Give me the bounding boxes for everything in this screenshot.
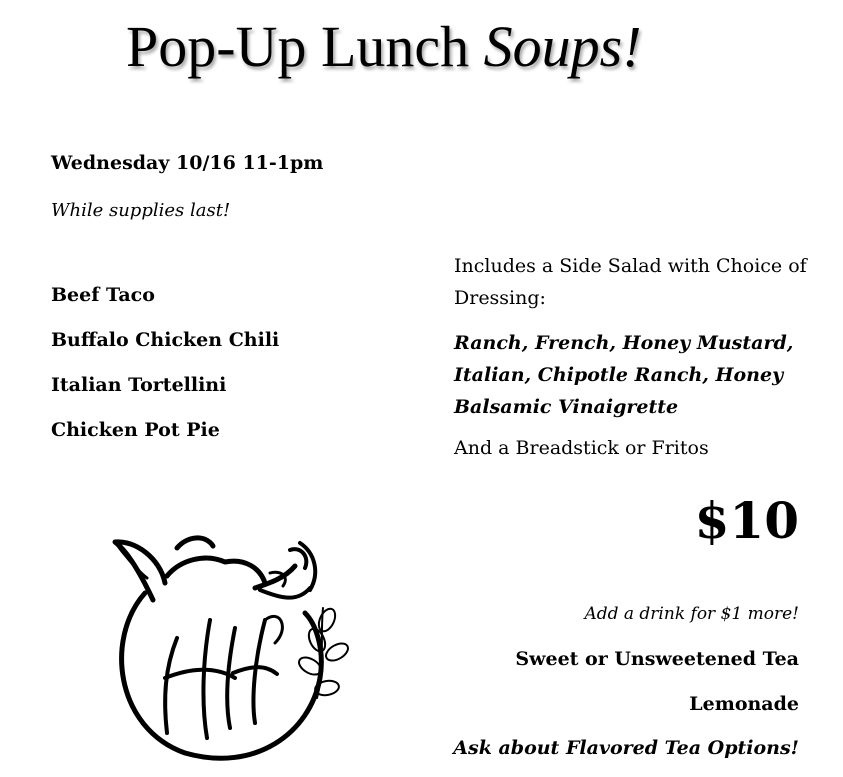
page-title xyxy=(126,12,642,82)
drink-note: Add a drink for $1 more! xyxy=(584,604,799,624)
soup-item: Beef Taco xyxy=(51,284,155,306)
drink-item-lemonade: Lemonade xyxy=(689,693,799,715)
dressing-options: Ranch, French, Honey Mustard, Italian, Chipotle Ranch, Honey Balsamic Vinaigrette xyxy=(454,332,794,418)
flavored-tea-note: Ask about Flavored Tea Options! xyxy=(453,737,799,759)
tea-kettle-logo-icon xyxy=(105,528,355,768)
title-main: Pop-Up Lunch xyxy=(126,14,470,79)
supplies-note: While supplies last! xyxy=(51,200,231,221)
price-label: $10 xyxy=(694,491,799,550)
soup-item: Italian Tortellini xyxy=(51,374,227,396)
event-date-time: Wednesday 10/16 11-1pm xyxy=(51,152,324,174)
title-accent: Soups! xyxy=(483,14,642,79)
soup-item: Chicken Pot Pie xyxy=(51,419,220,441)
side-salad-text: Includes a Side Salad with Choice of Dressing: xyxy=(454,255,807,309)
bread-side-text: And a Breadstick or Fritos xyxy=(454,437,709,459)
soup-list xyxy=(51,282,279,462)
soup-item: Buffalo Chicken Chili xyxy=(51,329,280,351)
drink-item-tea: Sweet or Unsweetened Tea xyxy=(515,648,799,670)
